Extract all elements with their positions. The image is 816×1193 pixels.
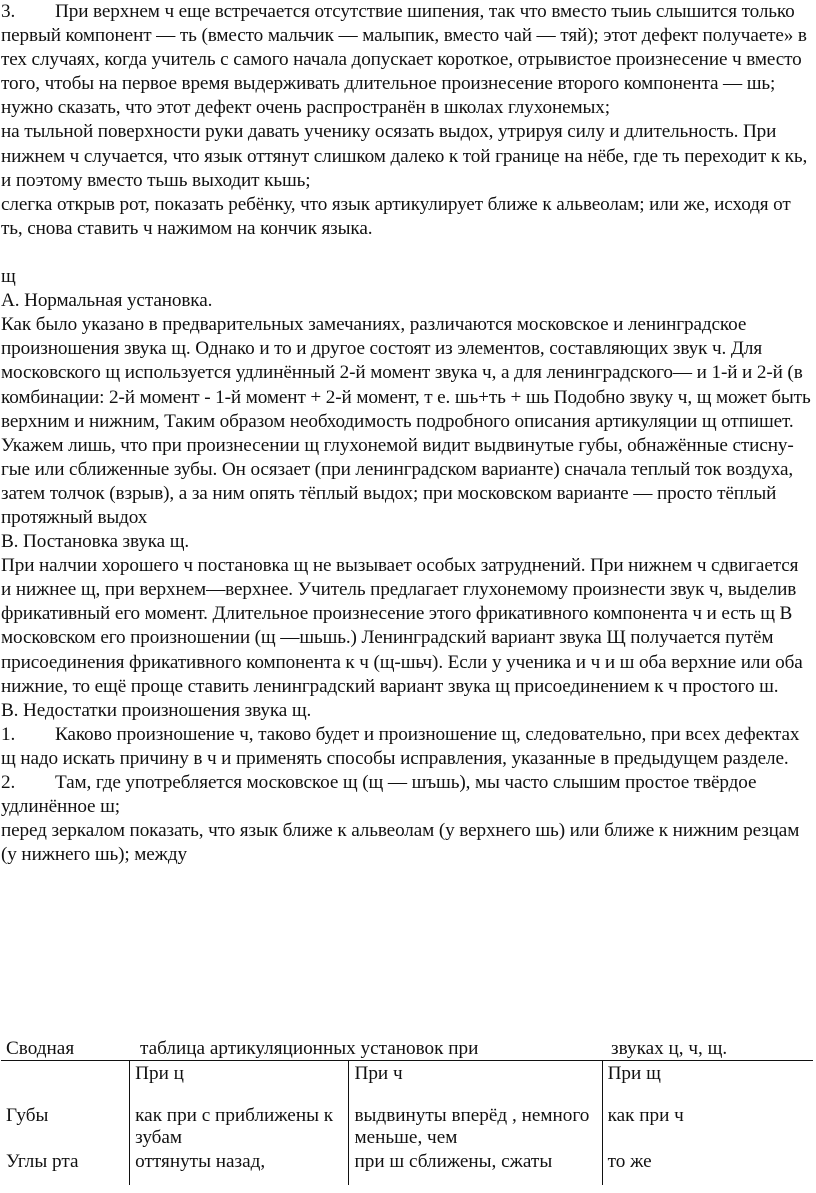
table-header-cell: При ч [349, 1061, 602, 1104]
table-cell: оттянуты назад, [130, 1149, 349, 1185]
table-cell: при ш сближены, сжаты [349, 1149, 602, 1185]
table-row [1, 1149, 813, 1185]
table-cell: выдвинуты вперёд , немного меньше, чем [349, 1103, 602, 1149]
paragraph-text: фрикативный его момент. Длительное произнесение этого фрикативного компонента ч и есть щ В московском его произношении (щ —шьшь.) Ленинградский вариант звука Щ получается путём присоединения фрикативного компонента к ч (щ-шьч). Если у ученика и ч и ш оба верхние или оба нижние, то ещё проще ставить ленинградский вариант звука щ присоединением к ч простого ш. [1, 603, 803, 697]
paragraph-number: 2. [1, 772, 16, 793]
section-heading-shch: щ [1, 266, 16, 288]
numbered-paragraph [1, 723, 813, 771]
paragraph [1, 120, 813, 192]
articulation-table [1, 1060, 813, 1185]
paragraph-text: При налчии хорошего ч постановка щ не вызывает особых затруднений. При нижнем ч сдвигается и нижнее щ, при верхнем—верхнее. Учитель предлагает глухонемому произнести звук ч, выделив [1, 555, 799, 601]
paragraph-text: Каково произношение ч, таково будет и произношение щ, следовательно, при всех дефектах щ надо искать причину в ч и применять способы исправления, указанные в предыдущем разделе. [1, 723, 800, 769]
paragraph [1, 313, 813, 530]
table-caption [6, 1038, 806, 1060]
paragraph [1, 554, 813, 602]
paragraph-text: А. Нормальная установка. [1, 290, 213, 312]
paragraph-number: 1. [1, 723, 16, 745]
table-cell: как при ч [602, 1103, 813, 1149]
paragraph [1, 602, 813, 698]
paragraph [1, 699, 813, 723]
paragraph-text: на тыльной поверхности руки давать ученику осязать выдох, утрируя силу и длительность. При нижнем ч случается, что язык оттянут слишком далеко к той границе на нёбе, где ть переходит к кь, и поэтому вместо тьшь выходит кьшь; [1, 121, 808, 191]
numbered-paragraph [1, 0, 813, 120]
caption-part-2: таблица артикуляционных установок при [140, 1038, 479, 1059]
table-header-row [1, 1061, 813, 1104]
table-header-cell: При щ [602, 1061, 813, 1104]
spacer [1, 241, 813, 265]
table-cell: Углы рта [6, 1151, 79, 1172]
paragraph [1, 193, 813, 241]
paragraph-text: перед зеркалом показать, что язык ближе к альвеолам (у верхнего шь) или ближе к нижним резцам (у нижнего шь); между [1, 820, 800, 866]
paragraph-text: При верхнем ч еще встречается отсутствие шипения, так что вместо тыиь слышится только первый компонент — ть (вместо мальчик — малыпик, вместо чай — тяй); этот дефект получаете» в тех случаях, когда учитель с самого начала допускает короткое, отрывистое произнесение ч вместо того, чтобы на первое время выдерживать длительное произнесение второго компонента — шь; нужно сказать, что этот дефект очень распространён в школах глухонемых; [1, 1, 807, 119]
table-header-cell [1, 1061, 130, 1104]
paragraphs-part-2 [1, 289, 813, 867]
paragraph [1, 289, 813, 313]
paragraph [1, 819, 813, 867]
table-cell: то же [602, 1149, 813, 1185]
paragraph-text: В. Постановка звука щ. [1, 531, 190, 553]
caption-part-1: Сводная [6, 1038, 75, 1059]
caption-part-3: звуках ц, ч, щ. [611, 1038, 728, 1059]
paragraph-text: слегка открыв рот, показать ребёнку, что язык артикулирует ближе к альвеолам; или же, исходя от ть, снова ставить ч нажимом на кончик языка. [1, 193, 791, 239]
table-header-cell: При ц [130, 1061, 349, 1104]
paragraph [1, 530, 813, 554]
table-cell: Губы [6, 1105, 49, 1126]
paragraph-text: Как было указано в предварительных замечаниях, различаются московское и ленинградское произношения звука щ. Однако и то и другое состоят из элементов, составляющих звук ч. Для московского щ используется удлинённый 2-й момент звука ч, а для ленинградского— и 1-й и 2-й (в комбинации: 2-й момент - 1-й момент + 2-й момент, т е. шь+ть + шь Подобно звуку ч, щ может быть верхним и нижним, Таким образом необходимость подробного описания артикуляции щ отпишет. Укажем лишь, что при произнесении щ глухонемой видит выдвинутые губы, обнажённые стисну-гые или сближенные зубы. Он осязает (при ленинградском варианте) сначала теплый ток воздуха, затем толчок (взрыв), а за ним опять тёплый выдох; при московском варианте — просто тёплый протяжный выдох [1, 314, 811, 528]
paragraph-text: В. Недостатки произношения звука щ. [1, 699, 312, 721]
paragraph-number: 3. [1, 1, 16, 22]
numbered-paragraph [1, 771, 813, 819]
document-body [1, 0, 813, 867]
table-cell: как при с приближены к зубам [130, 1103, 349, 1149]
paragraph-text: Там, где употребляется московское щ (щ — шъшь), мы часто слышим простое твёрдое удлинённое ш; [1, 772, 757, 818]
table-row [1, 1103, 813, 1149]
paragraphs-part-1 [1, 0, 813, 241]
